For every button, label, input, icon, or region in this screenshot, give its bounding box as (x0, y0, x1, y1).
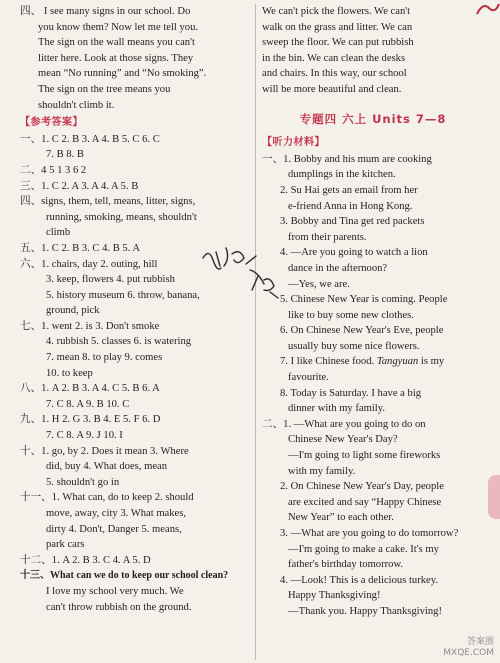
column-divider (255, 4, 256, 660)
answer-line: 7. C 8. A 9. J 10. I (46, 430, 123, 442)
listening-line: favourite. (288, 372, 329, 384)
answer-line: can't throw rubbish on the ground. (46, 601, 192, 613)
watermark: 答案圈 MXQE.COM (443, 637, 494, 658)
listening-line: —Yes, we are. (288, 278, 350, 290)
answer-line: did, buy 4. What does, mean (46, 461, 168, 473)
answer-line: 十二、1. A 2. B 3. C 4. A 5. D (20, 554, 151, 566)
listening-line: like to buy some new clothes. (288, 309, 414, 321)
listening-line: —Thank you. Happy Thanksgiving! (288, 605, 442, 617)
answer-line: 四、signs, them, tell, means, litter, signs, (20, 196, 196, 208)
listening-line: from their parents. (288, 231, 367, 243)
passage-line: sweep the floor. We can put rubbish (262, 37, 414, 49)
listening-line: 3. —What are you going to do tomorrow? (280, 528, 459, 539)
passage-line: We can't pick the flowers. We can't (262, 6, 411, 17)
passage-line: mean “No running” and “No smoking”. (38, 68, 207, 80)
answer-line: 七、1. went 2. is 3. Don't smoke (20, 320, 160, 332)
listening-line: dance in the afternoon? (288, 262, 388, 274)
answer-line: 3. keep, flowers 4. put rubbish (46, 274, 175, 286)
answer-line: 7. C 8. A 9. B 10. C (46, 398, 130, 410)
answer-line: 八、1. A 2. B 3. A 4. C 5. B 6. A (20, 383, 160, 395)
answer-line: 5. history museum 6. throw, banana, (46, 289, 200, 301)
passage-line: and chairs. In this way, our school (262, 68, 407, 80)
listening-line: Happy Thanksgiving! (288, 590, 381, 602)
answer-line: ground, pick (46, 305, 100, 317)
listening-line: usually buy some nice flowers. (288, 340, 420, 352)
answer-line: running, smoking, means, shouldn't (46, 211, 197, 223)
passage-line: walk on the grass and litter. We can (262, 21, 413, 33)
answer-line: move, away, city 3. What makes, (46, 508, 187, 519)
answer-line: 一、1. C 2. B 3. A 4. B 5. C 6. C (20, 133, 160, 145)
passage-line: litter here. Look at those signs. They (38, 52, 194, 64)
passage-line: The sign on the wall means you can't (38, 37, 195, 49)
listening-text: is my (420, 356, 445, 368)
passage-line: you know them? Now let me tell you. (38, 21, 199, 33)
passage-line: shouldn't climb it. (38, 99, 115, 111)
answer-line: park cars (46, 539, 85, 551)
listening-italic-word: Tangyuan (376, 356, 419, 368)
answer-line: 三、1. C 2. A 3. A 4. A 5. B (20, 180, 139, 192)
answer-line: 六、1. chairs, day 2. outing, hill (20, 258, 158, 270)
listening-line: dinner with my family. (288, 403, 385, 415)
listening-line: 5. Chinese New Year is coming. People (280, 294, 448, 306)
listening-line: 6. On Chinese New Year's Eve, people (280, 325, 444, 337)
answer-line: 二、4 5 1 3 6 2 (20, 164, 87, 176)
listening-line: 4. —Look! This is a delicious turkey. (280, 574, 439, 586)
answer-line: 10. to keep (46, 367, 93, 379)
topic-title: 专题四 六上 Units 7—8 (299, 111, 447, 126)
listening-line: 3. Bobby and Tina get red packets (280, 216, 425, 228)
passage-line: 四、 I see many signs in our school. Do (20, 6, 191, 17)
reference-answer-tag: 【参考答案】 (20, 117, 83, 129)
listening-line: 二、1. —What are you going to do on (262, 418, 426, 430)
answer-line: 7. mean 8. to play 9. comes (46, 352, 163, 364)
listening-line: 一、1. Bobby and his mum are cooking (262, 153, 432, 165)
answer-line: 十三、What can we do to keep our school clean? (20, 570, 229, 582)
passage-line: in the bin. We can clean the desks (262, 52, 406, 64)
listening-line: 4. —Are you going to watch a lion (280, 247, 428, 259)
listening-line: —I'm going to light some fireworks (288, 450, 441, 462)
listening-line: father's birthday tomorrow. (288, 559, 404, 571)
right-column (262, 4, 484, 620)
listening-text: 7. I like Chinese food. (280, 356, 375, 368)
listening-line: dumplings in the kitchen. (288, 169, 396, 181)
listening-line: 2. Su Hai gets an email from her (280, 184, 418, 196)
answer-line: 5. shouldn't go in (46, 476, 120, 488)
listening-line: —I'm going to make a cake. It's my (288, 543, 439, 555)
passage-line: will be more beautiful and clean. (262, 83, 402, 95)
passage-line: The sign on the tree means you (38, 83, 171, 95)
answer-line: climb (46, 227, 71, 239)
listening-line: are excited and say “Happy Chinese (288, 496, 442, 508)
listening-line: 2. On Chinese New Year's Day, people (280, 481, 444, 493)
answer-line: dirty 4. Don't, Danger 5. means, (46, 523, 182, 535)
listening-material-tag: 【听力材料】 (262, 137, 325, 149)
listening-line (262, 354, 484, 370)
left-column (20, 4, 252, 615)
answer-line: 九、1. H 2. G 3. B 4. E 5. F 6. D (20, 414, 161, 426)
answer-line: 五、1. C 2. B 3. C 4. B 5. A (20, 242, 141, 254)
listening-line: Chinese New Year's Day? (288, 434, 398, 446)
listening-line: e-friend Anna in Hong Kong. (288, 200, 413, 212)
listening-line: New Year” to each other. (288, 512, 394, 524)
answer-line: 4. rubbish 5. classes 6. is watering (46, 336, 192, 348)
side-tab (488, 475, 500, 519)
answer-line: I love my school very much. We (46, 585, 184, 597)
listening-line: with my family. (288, 465, 356, 477)
answer-line: 十一、1. What can, do to keep 2. should (20, 492, 194, 504)
answer-line: 十、1. go, by 2. Does it mean 3. Where (20, 445, 189, 457)
answer-line: 7. B 8. B (46, 149, 84, 161)
listening-line: 8. Today is Saturday. I have a big (280, 387, 422, 399)
